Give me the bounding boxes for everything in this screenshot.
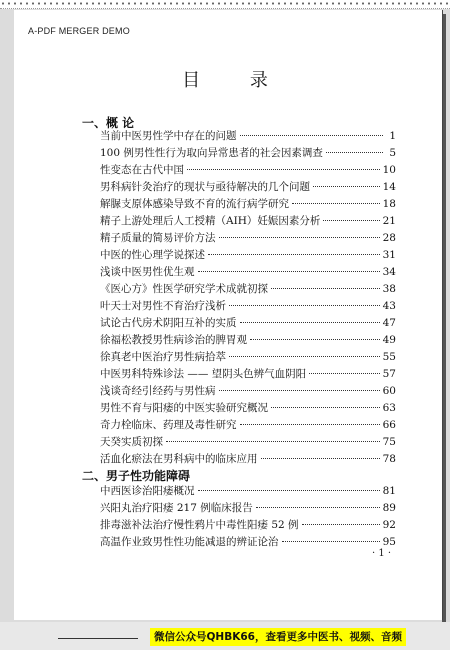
dot-leader — [166, 441, 380, 442]
toc-entry-title: 中西医诊治阳痿概况 — [100, 485, 195, 497]
page-number: · 1 · — [372, 548, 392, 559]
toc-entry-page: 1 — [389, 130, 396, 142]
dotted-rule — [0, 2, 450, 5]
toc-entry-title: 高温作业致男性性功能减退的辨证论治 — [100, 536, 279, 548]
toc-entry[interactable] — [100, 400, 396, 416]
toc-entry[interactable] — [100, 315, 396, 331]
toc-entry[interactable] — [100, 517, 396, 533]
toc-entry-title: 《医心方》性医学研究学术成就初探 — [100, 283, 268, 295]
toc-entry[interactable] — [100, 434, 396, 450]
toc-entry-title: 男性不育与阳痿的中医实验研究概况 — [100, 402, 268, 414]
toc-entry-page: 34 — [382, 266, 396, 278]
dot-leader — [219, 390, 380, 391]
toc-entry-page: 21 — [382, 215, 396, 227]
toc-entry[interactable] — [100, 230, 396, 246]
toc-entry[interactable] — [100, 417, 396, 433]
dot-leader — [240, 135, 384, 136]
toc-entry-page: 31 — [382, 249, 396, 261]
toc-entry[interactable] — [100, 247, 396, 263]
dot-leader — [323, 220, 379, 221]
toc-entry[interactable] — [100, 281, 396, 297]
toc-entry-title: 精子质量的简易评价方法 — [100, 232, 216, 244]
toc-entry-title: 性变态在古代中国 — [100, 164, 184, 176]
dot-leader — [208, 254, 380, 255]
toc-entry-title: 精子上游处理后人工授精（AIH）妊娠因素分析 — [100, 215, 321, 227]
section-heading: 一、概 论 — [82, 116, 135, 130]
dot-leader — [313, 186, 380, 187]
toc-entry-page: 66 — [382, 419, 396, 431]
toc-entry-page: 18 — [382, 198, 396, 210]
watermark-header: A-PDF MERGER DEMO — [28, 26, 130, 36]
toc-entry[interactable] — [100, 534, 396, 550]
toc-entry-page: 43 — [382, 300, 396, 312]
toc-entry-page: 28 — [382, 232, 396, 244]
promo-banner: 微信公众号QHBK66，查看更多中医书、视频、音频 — [150, 628, 406, 646]
toc-entry-page: 57 — [382, 368, 396, 380]
toc-entry-page: 10 — [382, 164, 396, 176]
toc-entry-page: 14 — [382, 181, 396, 193]
toc-entry-page: 60 — [382, 385, 396, 397]
toc-entry[interactable] — [100, 451, 396, 467]
dot-leader — [302, 524, 380, 525]
toc-entry[interactable] — [100, 196, 396, 212]
dot-leader — [229, 305, 380, 306]
toc-entry-title: 兴阳丸治疗阳痿 217 例临床报告 — [100, 502, 253, 514]
dot-leader — [256, 507, 380, 508]
toc-entry-title: 徐真老中医治疗男性病拾萃 — [100, 351, 226, 363]
page-title: 目 录 — [182, 70, 290, 91]
toc-entry[interactable] — [100, 366, 396, 382]
toc-entry-title: 中医的性心理学说探述 — [100, 249, 205, 261]
dot-leader — [229, 356, 380, 357]
dot-leader — [326, 152, 383, 153]
toc-entry[interactable] — [100, 383, 396, 399]
toc-entry-page: 55 — [382, 351, 396, 363]
toc-entry-page: 5 — [389, 147, 396, 159]
section-heading: 二、男子性功能障碍 — [82, 469, 191, 483]
dot-leader — [271, 288, 380, 289]
toc-entry-title: 天癸实质初探 — [100, 436, 163, 448]
dot-leader — [240, 424, 380, 425]
toc-entry-page: 78 — [382, 453, 396, 465]
toc-entry-page: 95 — [382, 536, 396, 548]
dot-leader — [261, 458, 380, 459]
dot-leader — [292, 203, 380, 204]
dot-leader — [282, 541, 380, 542]
toc-entry[interactable] — [100, 349, 396, 365]
toc-entry-page: 89 — [382, 502, 396, 514]
dot-leader — [198, 271, 380, 272]
toc-entry-title: 试论古代房术阴阳互补的实质 — [100, 317, 237, 329]
toc-entry-page: 92 — [382, 519, 396, 531]
toc-entry-title: 100 例男性性行为取向异常患者的社会因素调查 — [100, 147, 323, 159]
toc-entry-title: 排毒滋补法治疗慢性鸦片中毒性阳痿 52 例 — [100, 519, 299, 531]
toc-entry[interactable] — [100, 162, 396, 178]
toc-entry[interactable] — [100, 332, 396, 348]
toc-entry[interactable] — [100, 128, 396, 144]
toc-entry-title: 浅谈奇经引经药与男性病 — [100, 385, 216, 397]
toc-entry-title: 叶天士对男性不育治疗浅析 — [100, 300, 226, 312]
dot-leader — [309, 373, 379, 374]
toc-entry[interactable] — [100, 145, 396, 161]
toc-entry-page: 63 — [382, 402, 396, 414]
toc-entry-title: 活血化瘀法在男科病中的临床应用 — [100, 453, 258, 465]
toc-entry-title: 徐福松教授男性病诊治的脾胃观 — [100, 334, 247, 346]
toc-entry-title: 解脲支原体感染导致不育的流行病学研究 — [100, 198, 289, 210]
dot-leader — [240, 322, 380, 323]
toc-entry-title: 中医男科特殊诊法 —— 望阴头色辨气血阴阳 — [100, 368, 307, 380]
dot-leader — [198, 490, 380, 491]
footer-rule — [58, 638, 138, 639]
toc-entry-page: 47 — [382, 317, 396, 329]
toc-entry[interactable] — [100, 483, 396, 499]
toc-entry[interactable] — [100, 500, 396, 516]
toc-entry-page: 49 — [382, 334, 396, 346]
dot-leader — [219, 237, 380, 238]
toc-entry-page: 81 — [382, 485, 396, 497]
toc-entry-page: 75 — [382, 436, 396, 448]
toc-entry[interactable] — [100, 213, 396, 229]
toc-entry-page: 38 — [382, 283, 396, 295]
toc-entry-title: 浅谈中医男性优生观 — [100, 266, 195, 278]
dot-leader — [187, 169, 380, 170]
toc-entry-title: 当前中医男性学中存在的问题 — [100, 130, 237, 142]
top-toolbar-strip — [0, 0, 450, 9]
dot-leader — [271, 407, 380, 408]
toc-entry[interactable] — [100, 179, 396, 195]
toc-entry[interactable] — [100, 298, 396, 314]
toc-entry[interactable] — [100, 264, 396, 280]
dot-leader — [250, 339, 380, 340]
toc-entry-title: 奇力栓临床、药理及毒性研究 — [100, 419, 237, 431]
toc-entry-title: 男科病针灸治疗的现状与亟待解决的几个问题 — [100, 181, 310, 193]
